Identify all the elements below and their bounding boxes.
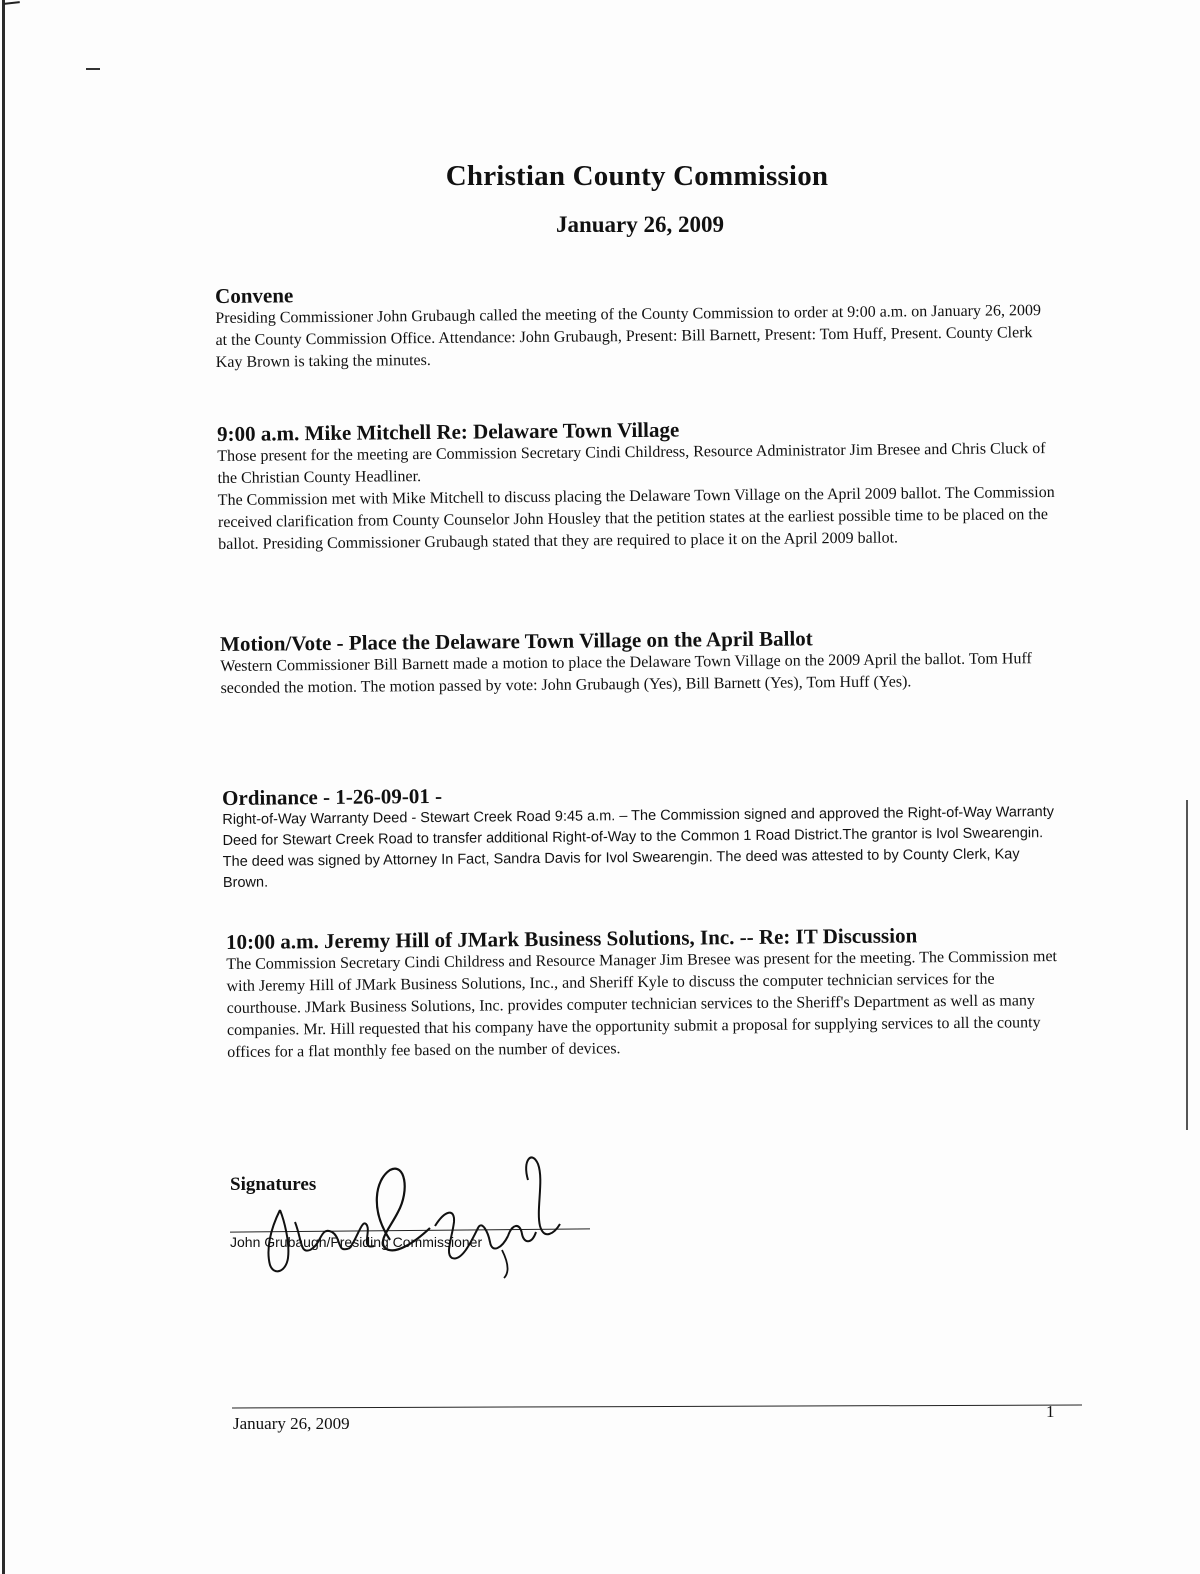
section-heading: Motion/Vote - Place the Delaware Town Village on the April Ballot [220, 626, 813, 656]
section-paragraph: Presiding Commissioner John Grubaugh called the meeting of the County Commission to order at 9:00 a.m. on January 26, 2009 at the County Commission Office. Attendance: John Grubaugh, Present: Bill Barnett, Present: Tom Huff, Present. County Clerk Kay Brown is taking the minutes. [215, 302, 1042, 371]
section-heading: Ordinance - 1-26-09-01 - [222, 783, 443, 810]
document-date: January 26, 2009 [555, 212, 725, 237]
footer-rule [232, 1405, 1082, 1409]
section-ordinance [222, 778, 1063, 894]
signer-name: John Grubaugh/Presiding Commissioner [230, 1234, 483, 1250]
section-heading: 9:00 a.m. Mike Mitchell Re: Delaware Town Village [217, 417, 680, 446]
section-body [226, 946, 1067, 1064]
section-heading: Convene [215, 283, 294, 308]
section-body [215, 300, 1056, 374]
section-motion-vote [220, 624, 1061, 700]
document-title: Christian County Commission [445, 160, 829, 192]
section-body [220, 648, 1060, 700]
handwritten-signature [240, 1150, 610, 1280]
signatures-label: Signatures [230, 1174, 317, 1195]
scan-edge-right [1186, 800, 1188, 1130]
page-number: 1 [1046, 1402, 1055, 1421]
section-convene [215, 276, 1056, 374]
section-paragraph: Those present for the meeting are Commission Secretary Cindi Childress, Resource Administrator Jim Bresee and Chris Cluck of the Christian County Headliner. [217, 440, 1046, 487]
section-heading: 10:00 a.m. Jeremy Hill of JMark Business Solutions, Inc. -- Re: IT Discussion [226, 923, 918, 954]
section-body [222, 802, 1063, 894]
footer-date: January 26, 2009 [233, 1414, 350, 1433]
section-paragraph: The Commission met with Mike Mitchell to discuss placing the Delaware Town Village on the April 2009 ballot. The Commission received clarification from County Counselor John Housley that the petition states at the earliest possible time to be placed on the ballot. Presiding Commissioner Grubaugh stated that they are required to place it on the April 2009 ballot. [217, 483, 1055, 553]
scan-mark-top [4, 1, 21, 9]
section-paragraph: The Commission Secretary Cindi Childress and Resource Manager Jim Bresee was present for the meeting. The Commission met with Jeremy Hill of JMark Business Solutions, Inc., and Sheriff Kyle to discuss the computer technician services for the courthouse. JMark Business Solutions, Inc. provides computer technician services to the Sheriff's Department as well as many companies. Mr. Hill requested that his company have the opportunity submit a proposal for supplying services to all the county offices for a flat monthly fee based on the number of devices. [226, 948, 1058, 1061]
section-paragraph: Western Commissioner Bill Barnett made a motion to place the Delaware Town Village on the 2009 April the ballot. Tom Huff seconded the motion. The motion passed by vote: John Grubaugh (Yes), Bill Barnett (Yes), Tom Huff (Yes). [220, 650, 1032, 697]
section-paragraph: Right-of-Way Warranty Deed - Stewart Creek Road 9:45 a.m. – The Commission signed and approved the Right-of-Way Warranty Deed for Stewart Creek Road to transfer additional Right-of-Way to the Common 1 Road District.The grantor is Ivol Swearengin. The deed was signed by Attorney In Fact, Sandra Davis for Ivol Swearengin. The deed was attested to by County Clerk, Kay Brown. [222, 804, 1055, 891]
scan-dash [86, 68, 100, 70]
signature-block [230, 1150, 610, 1280]
section-body [217, 438, 1058, 556]
section-mike-mitchell [217, 414, 1058, 556]
section-jmark-it-discussion [226, 922, 1067, 1064]
